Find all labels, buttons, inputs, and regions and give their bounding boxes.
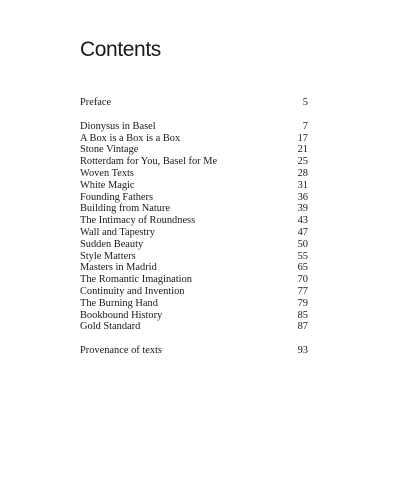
toc-entry-title: Founding Fathers	[80, 191, 154, 203]
toc-group-back-matter	[80, 345, 308, 357]
toc-entry-title: The Burning Hand	[80, 297, 158, 309]
page-title: Contents	[80, 38, 161, 61]
toc-entry-title: Gold Standard	[80, 321, 141, 333]
toc-entry-title: White Magic	[80, 179, 135, 191]
toc-entry-page: 47	[297, 226, 308, 238]
toc-entry[interactable]	[80, 262, 308, 274]
toc-entry[interactable]	[80, 251, 308, 263]
toc-entry-title: The Romantic Imagination	[80, 274, 192, 286]
toc-entry-title: Wall and Tapestry	[80, 226, 155, 238]
toc-entry-title: The Intimacy of Roundness	[80, 215, 196, 227]
toc-entry-page: 43	[297, 215, 308, 227]
toc-entry-title: Provenance of texts	[80, 345, 162, 357]
toc-entry-title: Masters in Madrid	[80, 262, 157, 274]
toc-entry-page: 93	[297, 345, 308, 357]
toc-entry-page: 87	[297, 321, 308, 333]
toc-entry[interactable]	[80, 133, 308, 145]
toc-entry[interactable]	[80, 121, 308, 133]
toc-entry-title: Stone Vintage	[80, 144, 139, 156]
toc-entry[interactable]	[80, 298, 308, 310]
toc-group-front-matter	[80, 97, 308, 109]
toc-entry-title: Style Matters	[80, 250, 136, 262]
toc-entry-page: 17	[297, 132, 308, 144]
toc-entry-title: Dionysus in Basel	[80, 120, 156, 132]
toc-entry-title: Continuity and Invention	[80, 285, 185, 297]
toc-entry-title: Rotterdam for You, Basel for Me	[80, 156, 218, 168]
toc-entry-title: Bookbound History	[80, 309, 163, 321]
toc-entry-title: A Box is a Box is a Box	[80, 132, 181, 144]
toc-entry-page: 70	[297, 274, 308, 286]
toc-entry-title: Preface	[80, 97, 112, 108]
toc-entry-title: Sudden Beauty	[80, 238, 144, 250]
toc-entry-page: 21	[297, 144, 308, 156]
toc-entry-page: 31	[297, 179, 308, 191]
toc-entry-page: 5	[302, 97, 308, 108]
toc-spacer	[80, 109, 308, 121]
toc-entry[interactable]	[80, 345, 308, 357]
toc-entry-page: 7	[302, 120, 308, 132]
toc-entry-page: 65	[297, 262, 308, 274]
toc-entry-page: 50	[297, 238, 308, 250]
toc-entry[interactable]	[80, 215, 308, 227]
toc-entry[interactable]	[80, 168, 308, 180]
toc-entry[interactable]	[80, 144, 308, 156]
toc-entry-page: 39	[297, 203, 308, 215]
toc-entry[interactable]	[80, 192, 308, 204]
toc-entry[interactable]	[80, 180, 308, 192]
toc-entry-title: Woven Texts	[80, 167, 134, 179]
toc-entry[interactable]	[80, 321, 308, 333]
toc-spacer	[80, 333, 308, 345]
toc-entry-page: 55	[297, 250, 308, 262]
toc-entry-page: 28	[297, 167, 308, 179]
toc-entry[interactable]	[80, 286, 308, 298]
table-of-contents	[80, 97, 308, 357]
toc-entry-title: Building from Nature	[80, 203, 171, 215]
toc-entry[interactable]	[80, 239, 308, 251]
toc-entry[interactable]	[80, 310, 308, 322]
toc-entry[interactable]	[80, 203, 308, 215]
toc-entry-page: 85	[297, 309, 308, 321]
toc-entry[interactable]	[80, 274, 308, 286]
toc-entry[interactable]	[80, 227, 308, 239]
toc-entry[interactable]	[80, 156, 308, 168]
toc-entry-page: 25	[297, 156, 308, 168]
toc-entry-page: 36	[297, 191, 308, 203]
toc-entry-page: 79	[297, 297, 308, 309]
toc-group-essays	[80, 121, 308, 333]
toc-entry[interactable]	[80, 97, 308, 109]
toc-entry-page: 77	[297, 285, 308, 297]
